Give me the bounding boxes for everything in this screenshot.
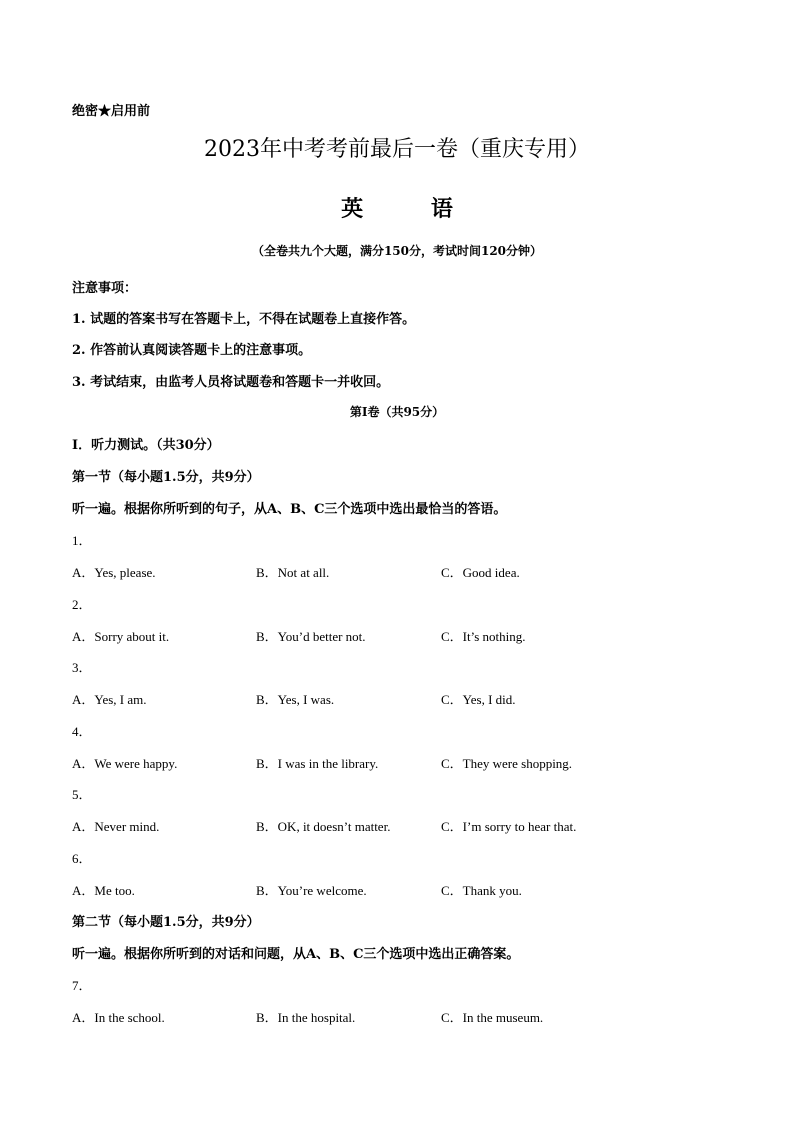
option-b: B．You’d better not. xyxy=(256,629,366,644)
question-number: 3． xyxy=(72,660,92,675)
section-heading: 第二节（每小题1.5分，共9分） xyxy=(72,915,260,930)
subject-title: 英 语 xyxy=(341,196,483,222)
confidential-label: 绝密★启用前 xyxy=(72,104,151,119)
option-b: B．You’re welcome. xyxy=(256,883,367,898)
option-c: C．It’s nothing. xyxy=(441,629,526,644)
part-heading: I．听力测试。（共30分） xyxy=(72,438,220,453)
option-b: B．I was in the library. xyxy=(256,756,379,771)
option-a: A．Never mind. xyxy=(72,819,160,834)
option-a: A．In the school. xyxy=(72,1010,165,1025)
question-number: 2． xyxy=(72,597,92,612)
option-a: A．Me too. xyxy=(72,883,135,898)
exam-info: （全卷共九个大题，满分150分，考试时间120分钟） xyxy=(251,244,543,258)
question-number: 6． xyxy=(72,851,92,866)
note-item: 1. 试题的答案书写在答题卡上，不得在试题卷上直接作答。 xyxy=(72,312,416,327)
option-a: A．We were happy. xyxy=(72,756,178,771)
option-a: A．Sorry about it. xyxy=(72,629,170,644)
option-c: C．I’m sorry to hear that. xyxy=(441,819,577,834)
note-item: 3. 考试结束，由监考人员将试题卷和答题卡一并收回。 xyxy=(72,375,390,390)
option-c: C．Yes, I did. xyxy=(441,692,516,707)
option-b: B．Not at all. xyxy=(256,565,330,580)
option-a: A．Yes, I am. xyxy=(72,692,147,707)
question-number: 4． xyxy=(72,724,92,739)
exam-title: 2023年中考考前最后一卷（重庆专用） xyxy=(204,137,590,162)
option-c: C．They were shopping. xyxy=(441,756,573,771)
section-heading: 第一节（每小题1.5分，共9分） xyxy=(72,470,260,485)
option-b: B．In the hospital. xyxy=(256,1010,356,1025)
option-b: B．OK, it doesn’t matter. xyxy=(256,819,391,834)
question-number: 7． xyxy=(72,978,92,993)
question-number: 1． xyxy=(72,533,92,548)
note-item: 2. 作答前认真阅读答题卡上的注意事项。 xyxy=(72,343,312,358)
section-instruction: 听一遍。根据你所听到的对话和问题，从A、B、C三个选项中选出正确答案。 xyxy=(72,947,520,962)
question-number: 5． xyxy=(72,787,92,802)
option-a: A．Yes, please. xyxy=(72,565,156,580)
volume-heading: 第I卷（共95分） xyxy=(349,405,445,419)
notes-title: 注意事项： xyxy=(72,281,138,296)
section-instruction: 听一遍。根据你所听到的句子，从A、B、C三个选项中选出最恰当的答语。 xyxy=(72,502,507,517)
option-c: C．In the museum. xyxy=(441,1010,544,1025)
option-c: C．Thank you. xyxy=(441,883,522,898)
option-c: C．Good idea. xyxy=(441,565,520,580)
option-b: B．Yes, I was. xyxy=(256,692,335,707)
